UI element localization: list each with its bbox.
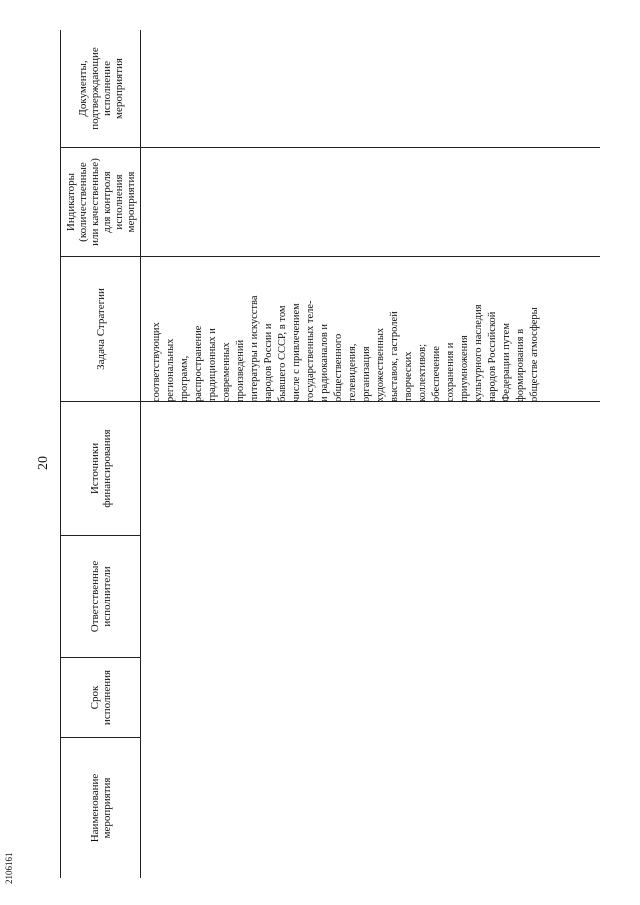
task-line: художественных (375, 327, 386, 402)
header-responsible (61, 536, 140, 657)
task-line: общественного (333, 333, 344, 402)
task-line: государственных теле- (305, 300, 316, 402)
header-text: Источники финансирования (88, 429, 113, 508)
task-line: приумножения (459, 335, 470, 402)
header-documents (61, 30, 140, 147)
header-funding (61, 402, 140, 535)
task-line: выставок, гастролей (389, 311, 400, 402)
document-code: 2106161 (4, 852, 14, 884)
table-header-bottom-border (140, 30, 141, 878)
header-text: Ответственные исполнители (88, 560, 113, 633)
header-text: Наименование мероприятия (88, 773, 113, 843)
page-number: 20 (36, 456, 51, 470)
task-line: числе с привлечением (291, 303, 302, 402)
task-line: телевидения, (347, 343, 358, 402)
task-line: бывшего СССР, в том (277, 305, 288, 402)
task-line: литературы и искусства (249, 295, 260, 402)
task-line: и радиоканалов и (319, 323, 330, 402)
task-line: творческих (403, 351, 414, 402)
task-line: обществе атмосферы (529, 307, 540, 402)
strategy-task-cell (150, 222, 542, 402)
task-line: формирования в (515, 328, 526, 402)
task-line: коллективов; (417, 343, 428, 402)
task-line: обеспечение (431, 346, 442, 402)
header-text: Задача Стратегии (94, 288, 107, 370)
task-line: распространение (193, 325, 204, 402)
task-line: программ, (179, 355, 190, 402)
header-text: Срок исполнения (88, 669, 113, 726)
task-line: Федерации путем (501, 323, 512, 402)
header-text: Документы, подтверждающие исполнение мероприятия (76, 47, 125, 130)
task-line: культурного наследия (473, 304, 484, 402)
task-line: традиционных и (207, 328, 218, 402)
header-event-name (61, 738, 140, 878)
task-line: произведений (235, 339, 246, 402)
header-text: Индикаторы (количественные или качественные) для контроля исполнения мероприятия (64, 158, 137, 246)
header-deadline (61, 658, 140, 737)
task-line: современных (221, 342, 232, 402)
header-strategy-task (61, 257, 140, 401)
header-indicators (61, 148, 140, 256)
column-divider (60, 147, 600, 148)
task-line: соответствующих (151, 322, 162, 402)
task-line: народов России и (263, 323, 274, 402)
task-line: региональных (165, 338, 176, 402)
rotated-page (0, 30, 600, 890)
task-line: организация (361, 346, 372, 402)
task-line: сохранения и (445, 342, 456, 402)
task-line: народов Российской (487, 311, 498, 402)
